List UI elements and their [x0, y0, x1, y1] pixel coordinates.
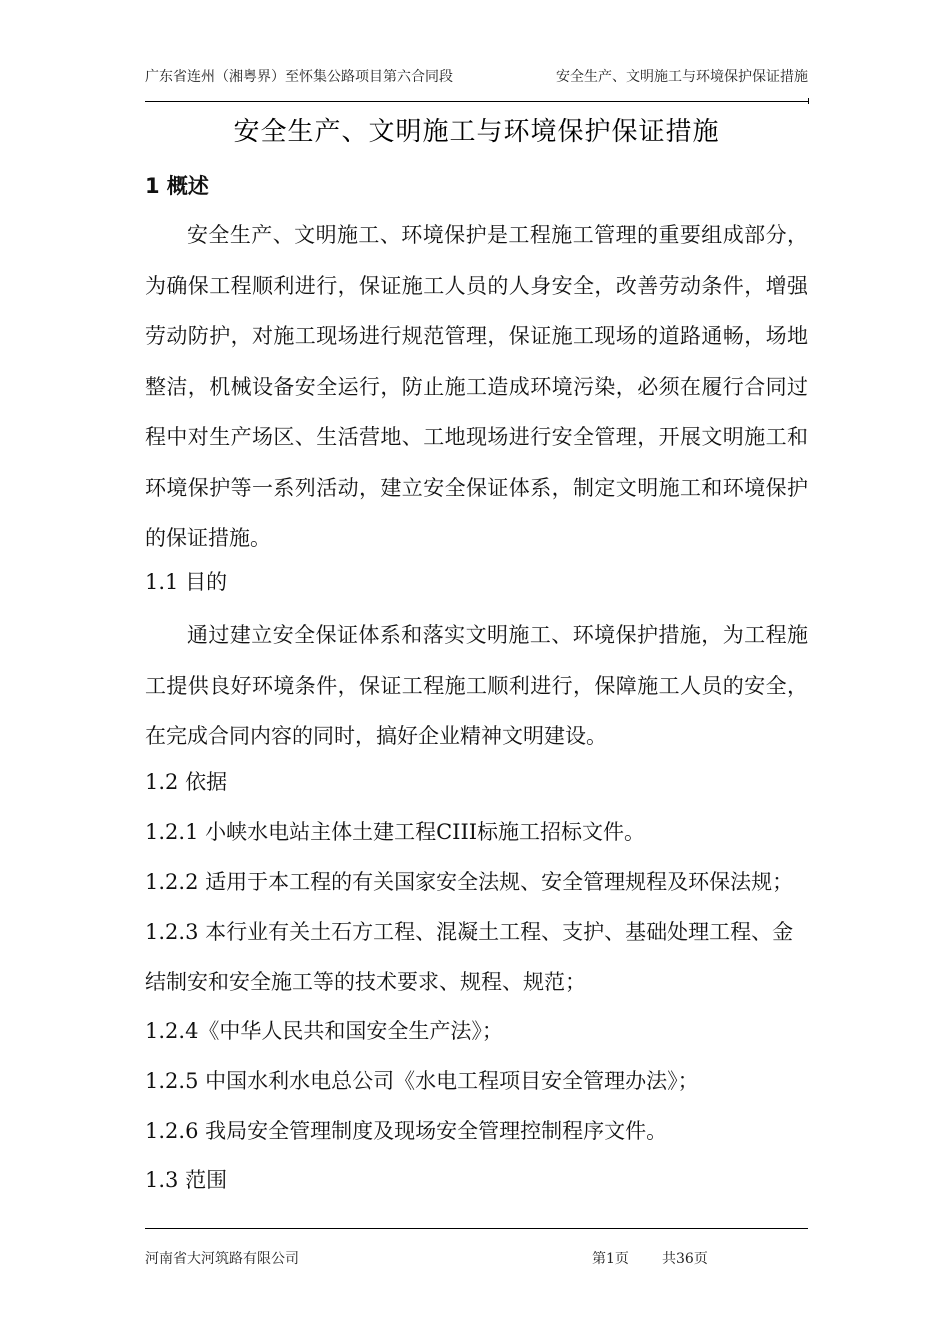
header-divider-tick — [808, 98, 809, 104]
footer-page-total: 共36页 — [662, 1251, 708, 1267]
footer-company-name: 河南省大河筑路有限公司 — [145, 1251, 299, 1267]
section-1-1-paragraph: 通过建立安全保证体系和落实文明施工、环境保护措施，为工程施工提供良好环境条件，保证工程施工顺利进行，保障施工人员的安全，在完成合同内容的同时，搞好企业精神文明建设。 — [145, 623, 808, 748]
page-header — [145, 66, 808, 92]
list-item: 1.2.3 本行业有关土石方工程、混凝土工程、支护、基础处理工程、金结制安和安全施工等的技术要求、规程、规范； — [145, 920, 794, 994]
list-item: 1.2.2 适用于本工程的有关国家安全法规、安全管理规程及环保法规； — [145, 870, 794, 894]
footer-divider — [145, 1228, 808, 1229]
header-document-title: 安全生产、文明施工与环境保护保证措施 — [556, 69, 808, 85]
section-1-heading: 1 概述 — [145, 174, 209, 198]
section-1-1-heading: 1.1 目的 — [145, 570, 228, 594]
document-title: 安全生产、文明施工与环境保护保证措施 — [233, 117, 720, 147]
section-1-paragraph: 安全生产、文明施工、环境保护是工程施工管理的重要组成部分，为确保工程顺利进行，保证施工人员的人身安全，改善劳动条件，增强劳动防护，对施工现场进行规范管理，保证施工现场的道路通畅，场地整洁，机械设备安全运行，防止施工造成环境污染，必须在履行合同过程中对生产场区、生活营地、工地现场进行安全管理，开展文明施工和环境保护等一系列活动，建立安全保证体系，制定文明施工和环境保护的保证措施。 — [145, 223, 808, 550]
list-item: 1.2.6 我局安全管理制度及现场安全管理控制程序文件。 — [145, 1119, 668, 1143]
section-1-3-heading: 1.3 范围 — [145, 1168, 228, 1192]
list-item: 1.2.5 中国水利水电总公司《水电工程项目安全管理办法》； — [145, 1069, 699, 1093]
footer-page-number: 第1页 — [592, 1251, 629, 1267]
section-1-2-heading: 1.2 依据 — [145, 770, 228, 794]
header-divider — [145, 101, 808, 102]
header-project-name: 广东省连州（湘粤界）至怀集公路项目第六合同段 — [145, 69, 453, 85]
list-item: 1.2.1 小峡水电站主体土建工程CIII标施工招标文件。 — [145, 820, 646, 844]
list-item: 1.2.4《中华人民共和国安全生产法》； — [145, 1019, 503, 1043]
